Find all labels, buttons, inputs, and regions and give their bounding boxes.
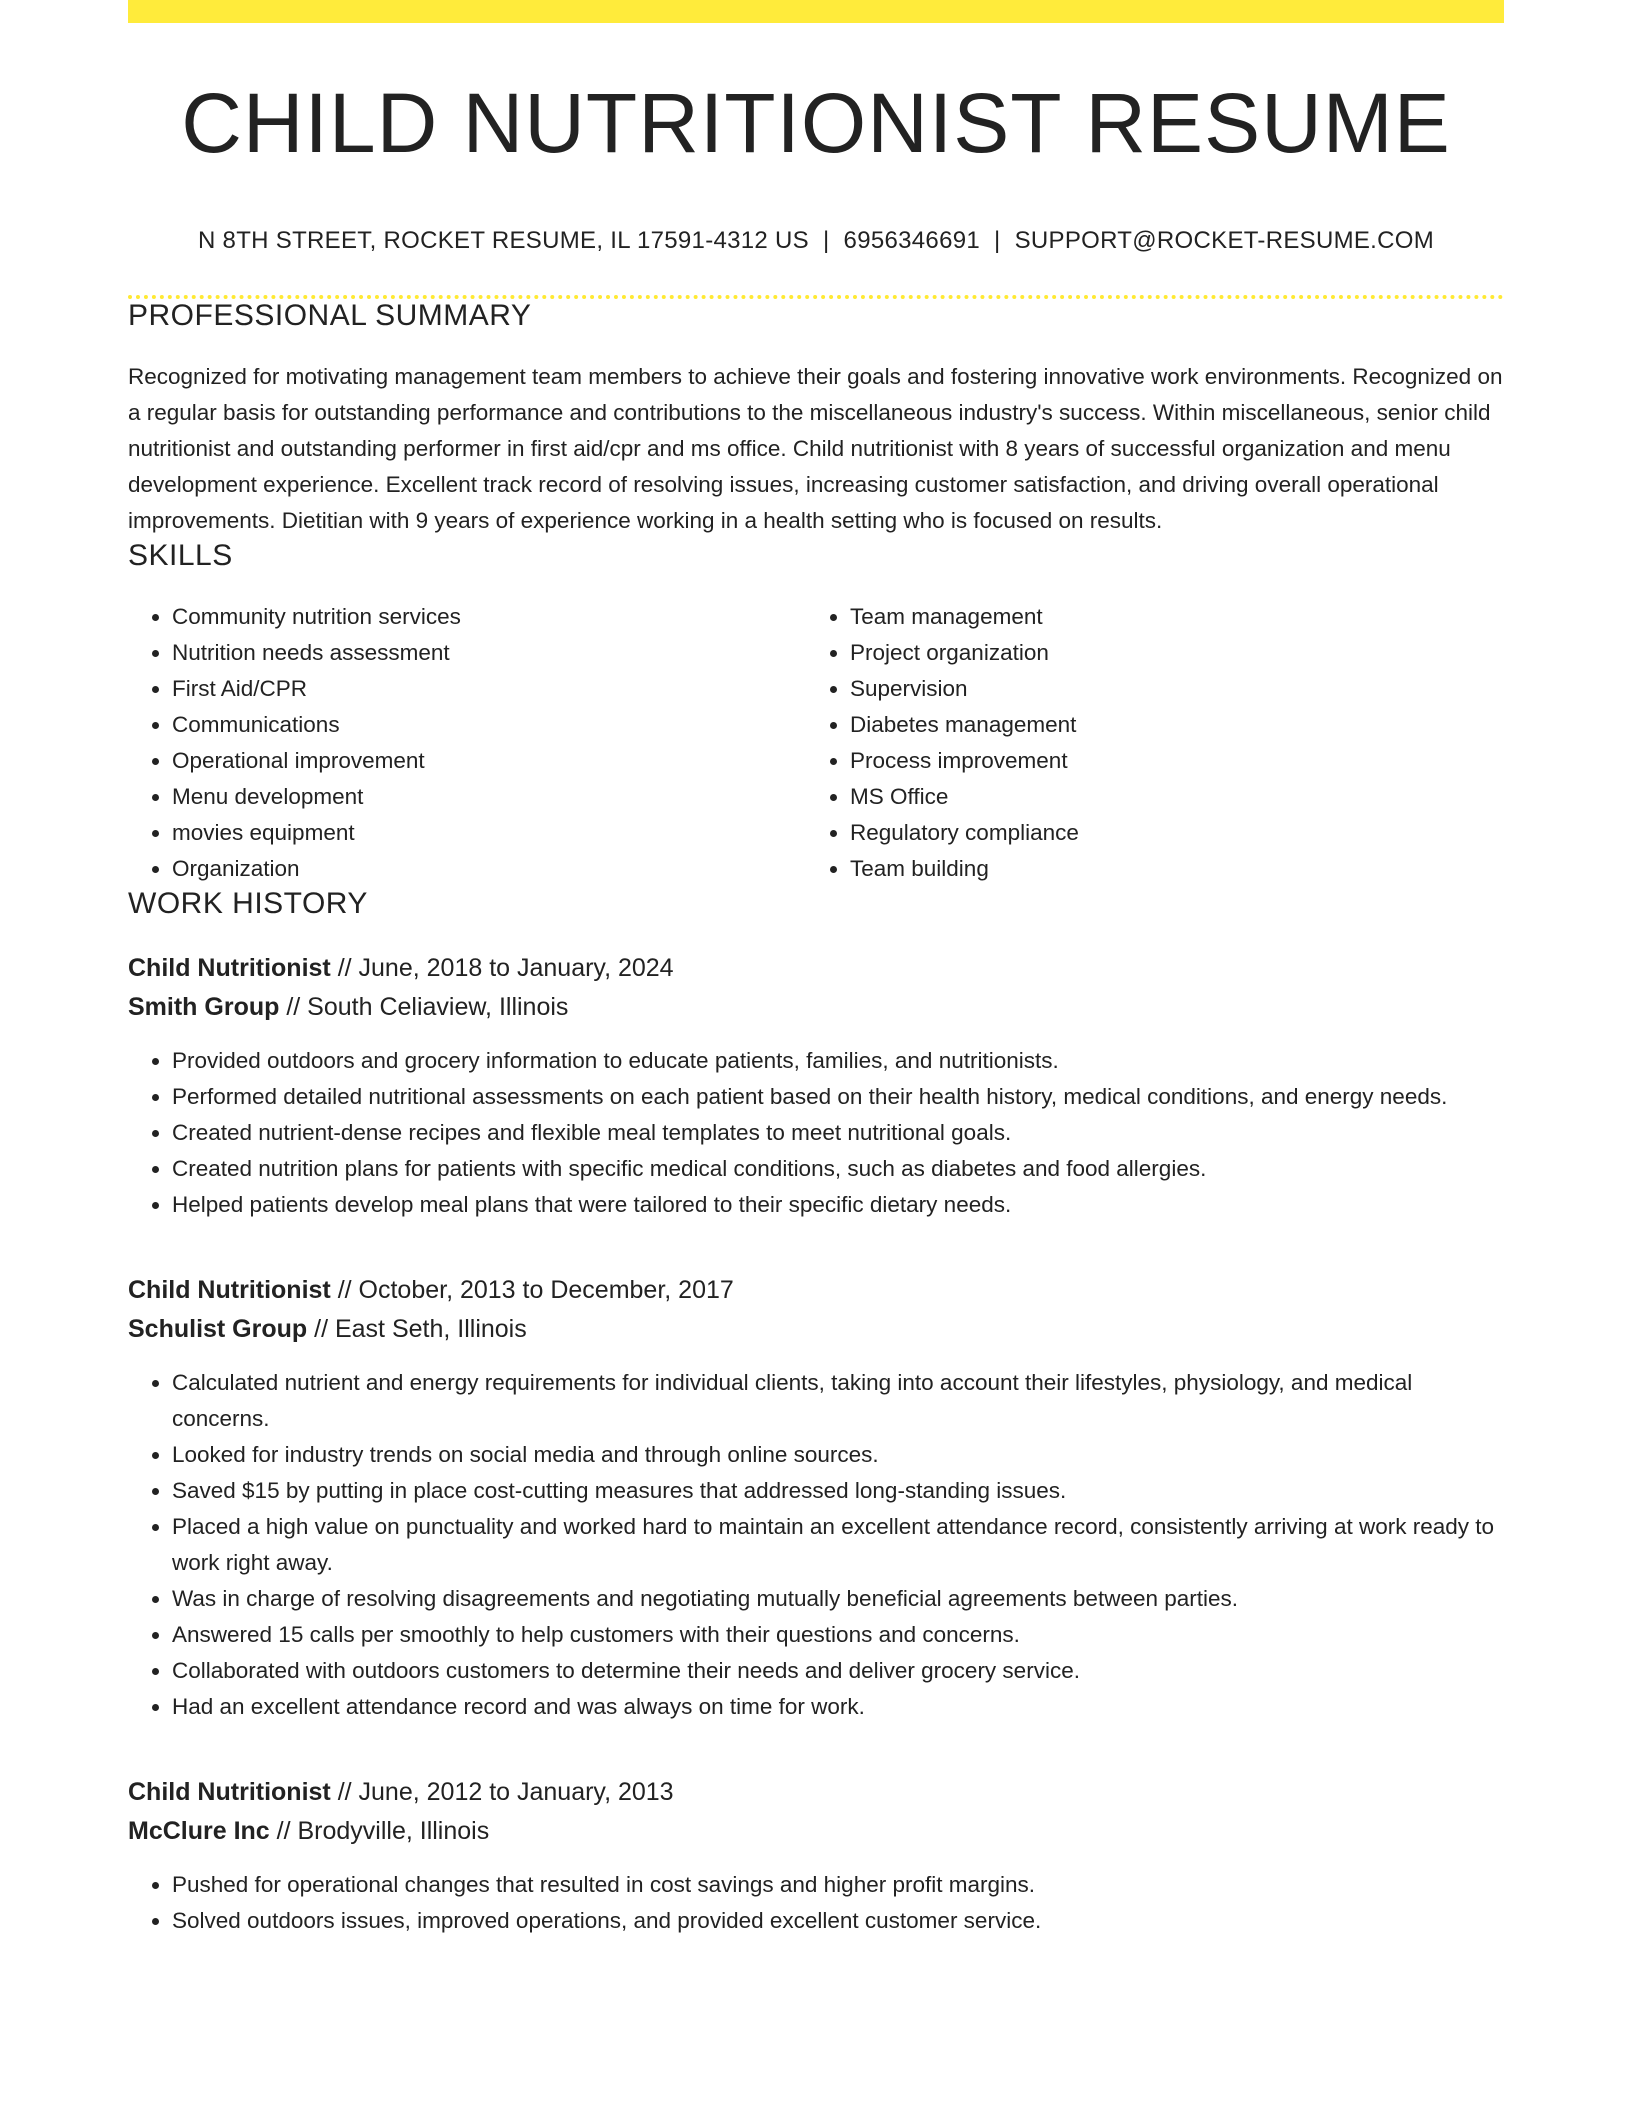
top-accent-bar <box>128 0 1504 23</box>
job-dates: // June, 2012 to January, 2013 <box>330 1778 674 1806</box>
skill-item: • Process improvement <box>850 743 1484 779</box>
job-bullet: • Collaborated with outdoors customers to determine their needs and deliver grocery service. <box>172 1653 1504 1689</box>
job-bullet: • Provided outdoors and grocery information to educate patients, families, and nutritionists. <box>172 1043 1504 1079</box>
separator: | <box>994 227 1001 254</box>
job-title: Child Nutritionist <box>128 954 331 982</box>
summary-text: Recognized for motivating management team members to achieve their goals and fostering innovative work environments. Recognized on a regular basis for outstanding performance and contributions to the miscellaneous industry's success. Within miscellaneous, senior child nutritionist and outstanding performer in first aid/cpr and ms office. Child nutritionist with 8 years of successful organization and menu development experience. Excellent track record of resolving issues, increasing customer satisfaction, and driving overall operational improvements. Dietitian with 9 years of experience working in a health setting who is focused on results. <box>128 364 1503 533</box>
job-bullet: • Performed detailed nutritional assessments on each patient based on their health history, medical conditions, and energy needs. <box>172 1079 1504 1115</box>
job-bullet: • Created nutrition plans for patients with specific medical conditions, such as diabetes and food allergies. <box>172 1151 1504 1187</box>
skill-item: • Supervision <box>850 671 1484 707</box>
skill-item: • Team management <box>850 599 1484 635</box>
job-company: Schulist Group <box>128 1315 308 1343</box>
skill-item: • Menu development <box>172 779 806 815</box>
job-title-line <box>128 1773 1504 1812</box>
separator: | <box>823 227 830 254</box>
skill-item: • movies equipment <box>172 815 806 851</box>
job-bullet: • Saved $15 by putting in place cost-cutting measures that addressed long-standing issues. <box>172 1473 1504 1509</box>
skill-item: • Diabetes management <box>850 707 1484 743</box>
work-history-heading: WORK HISTORY <box>128 887 368 920</box>
skills-column-left <box>128 599 806 887</box>
job-entry <box>128 949 1504 1223</box>
job-bullet: • Looked for industry trends on social media and through online sources. <box>172 1437 1504 1473</box>
resume-page <box>128 0 1504 1939</box>
job-company-line <box>128 988 1504 1027</box>
skill-item: • Project organization <box>850 635 1484 671</box>
job-title: Child Nutritionist <box>128 1276 331 1304</box>
skills-heading: SKILLS <box>128 539 233 572</box>
skill-item: • First Aid/CPR <box>172 671 806 707</box>
job-title: Child Nutritionist <box>128 1778 331 1806</box>
job-bullets <box>128 1365 1504 1725</box>
job-company: Smith Group <box>128 993 280 1021</box>
job-title-line <box>128 949 1504 988</box>
job-bullet: • Answered 15 calls per smoothly to help customers with their questions and concerns. <box>172 1617 1504 1653</box>
skill-item: • MS Office <box>850 779 1484 815</box>
job-bullet: • Was in charge of resolving disagreements and negotiating mutually beneficial agreements between parties. <box>172 1581 1504 1617</box>
skills-list <box>128 599 1504 887</box>
skill-item: • Regulatory compliance <box>850 815 1484 851</box>
skill-item: • Organization <box>172 851 806 887</box>
job-bullets <box>128 1043 1504 1223</box>
address: N 8TH STREET, ROCKET RESUME, IL 17591-4312 US <box>197 227 809 254</box>
job-entry <box>128 1773 1504 1939</box>
skill-item: • Communications <box>172 707 806 743</box>
phone: 6956346691 <box>843 227 981 254</box>
job-bullet: • Pushed for operational changes that resulted in cost savings and higher profit margins. <box>172 1867 1504 1903</box>
job-location: // Brodyville, Illinois <box>269 1817 490 1845</box>
job-location: // South Celiaview, Illinois <box>279 993 569 1021</box>
skill-item: • Community nutrition services <box>172 599 806 635</box>
job-location: // East Seth, Illinois <box>307 1315 527 1343</box>
job-title-line <box>128 1271 1504 1310</box>
skill-item: • Team building <box>850 851 1484 887</box>
skill-item: • Nutrition needs assessment <box>172 635 806 671</box>
job-company-line <box>128 1310 1504 1349</box>
job-bullet: • Placed a high value on punctuality and worked hard to maintain an excellent attendance record, consistently arriving at work ready to work right away. <box>172 1509 1504 1581</box>
contact-line <box>128 227 1504 255</box>
page-title: CHILD NUTRITIONIST RESUME <box>181 76 1451 170</box>
job-company-line <box>128 1812 1504 1851</box>
job-bullet: • Helped patients develop meal plans that were tailored to their specific dietary needs. <box>172 1187 1504 1223</box>
job-entry <box>128 1271 1504 1725</box>
job-bullet: • Solved outdoors issues, improved operations, and provided excellent customer service. <box>172 1903 1504 1939</box>
job-bullets <box>128 1867 1504 1939</box>
job-bullet: • Created nutrient-dense recipes and flexible meal templates to meet nutritional goals. <box>172 1115 1504 1151</box>
skill-item: • Operational improvement <box>172 743 806 779</box>
email: SUPPORT@ROCKET-RESUME.COM <box>1014 227 1435 254</box>
job-bullet: • Had an excellent attendance record and was always on time for work. <box>172 1689 1504 1725</box>
skills-column-right <box>806 599 1484 887</box>
job-dates: // October, 2013 to December, 2017 <box>330 1276 734 1304</box>
job-company: McClure Inc <box>128 1817 270 1845</box>
job-dates: // June, 2018 to January, 2024 <box>330 954 674 982</box>
summary-heading: PROFESSIONAL SUMMARY <box>128 299 532 332</box>
job-bullet: • Calculated nutrient and energy requirements for individual clients, taking into account their lifestyles, physiology, and medical concerns. <box>172 1365 1504 1437</box>
